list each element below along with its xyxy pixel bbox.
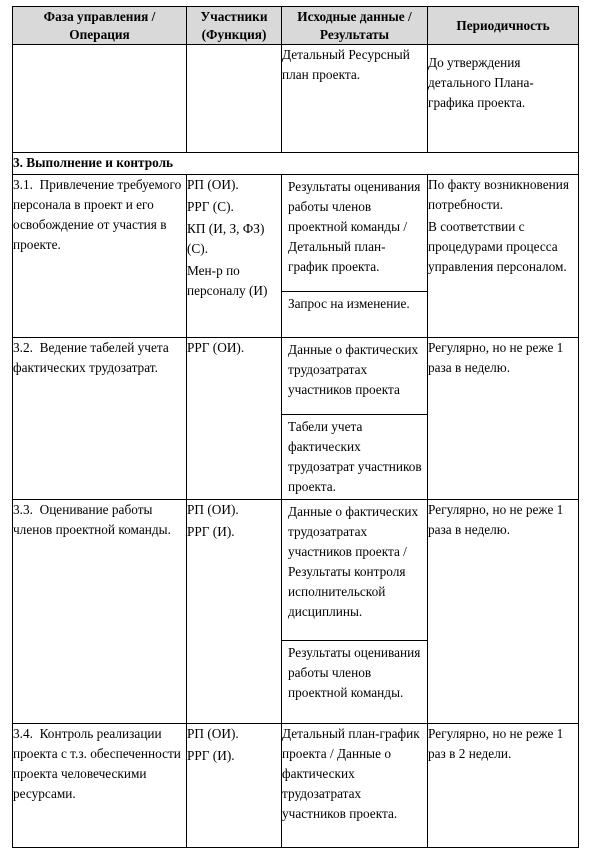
data-part: Запрос на изменение. (282, 291, 427, 316)
section-row (13, 153, 579, 175)
data-part: Данные о фактических трудозатратах участников проекта (288, 342, 419, 397)
continuation-periodicity: До утверждения детального Плана-графика проекта. (428, 45, 579, 153)
data-part: Результаты оценивания работы членов проектной команды / Детальный план-график проекта. (288, 179, 421, 274)
operation-text: 3.3. Оценивание работы членов проектной команды. (13, 502, 171, 537)
operation-cell (13, 338, 187, 500)
operation-cell (13, 175, 187, 338)
participant-entry: РРГ (И). (187, 748, 235, 763)
periodicity-cell (428, 175, 579, 338)
resource-management-table (12, 6, 579, 848)
participant-entry: РРГ (С). (187, 199, 234, 214)
participants-cell (187, 175, 282, 338)
data-part: Детальный план-график проекта / Данные о фактических трудозатратах участников проекта. (282, 726, 420, 821)
header-periodicity: Периодичность (428, 7, 579, 45)
participant-entry: РП (ОИ). (187, 177, 239, 192)
continuation-participants (187, 45, 282, 153)
periodicity-entry: По факту возникновения потребности. (428, 177, 569, 212)
continuation-operation (13, 45, 187, 153)
table-row (13, 500, 579, 724)
operation-text: 3.2. Ведение табелей учета фактических трудозатрат. (13, 340, 169, 375)
participant-entry: РРГ (И). (187, 524, 235, 539)
operation-cell (13, 724, 187, 848)
data-part: Данные о фактических трудозатратах участников проекта / Результаты контроля исполнительской дисциплины. (288, 504, 419, 619)
data-part: Результаты оценивания работы членов проектной команды. (282, 640, 427, 705)
section-title: 3. Выполнение и контроль (13, 153, 579, 175)
table-row (13, 724, 579, 848)
periodicity-entry: В соответствии с процедурами процесса управления персоналом. (428, 219, 567, 274)
table-header-row (13, 7, 579, 45)
periodicity-entry: Регулярно, но не реже 1 раз в 2 недели. (428, 726, 564, 761)
periodicity-cell (428, 500, 579, 724)
table-row (13, 338, 579, 500)
participants-cell (187, 338, 282, 500)
participant-entry: Мен-р по персоналу (И) (187, 263, 268, 298)
periodicity-cell (428, 338, 579, 500)
data-cell (282, 338, 428, 500)
participants-cell (187, 500, 282, 724)
header-operation: Фаза управления / Операция (13, 7, 187, 45)
data-cell (282, 724, 428, 848)
periodicity-cell (428, 724, 579, 848)
header-data: Исходные данные / Результаты (282, 7, 428, 45)
periodicity-entry: Регулярно, но не реже 1 раза в неделю. (428, 340, 564, 375)
data-part: Табели учета фактических трудозатрат участников проекта. (282, 414, 427, 499)
operation-cell (13, 500, 187, 724)
header-participants: Участники (Функция) (187, 7, 282, 45)
participants-cell (187, 724, 282, 848)
periodicity-entry: Регулярно, но не реже 1 раза в неделю. (428, 502, 564, 537)
table-row (13, 175, 579, 338)
participant-entry: РП (ОИ). (187, 726, 239, 741)
participant-entry: РП (ОИ). (187, 502, 239, 517)
continuation-row (13, 45, 579, 153)
data-cell (282, 175, 428, 338)
continuation-data: Детальный Ресурсный план проекта. (282, 45, 428, 153)
participant-entry: КП (И, З, ФЗ) (С). (187, 221, 265, 256)
operation-text: 3.4. Контроль реализации проекта с т.з. обеспеченности проекта человеческими ресурсами. (13, 726, 181, 801)
operation-text: 3.1. Привлечение требуемого персонала в проект и его освобождение от участия в проекте. (13, 177, 182, 252)
data-cell (282, 500, 428, 724)
participant-entry: РРГ (ОИ). (187, 340, 245, 355)
